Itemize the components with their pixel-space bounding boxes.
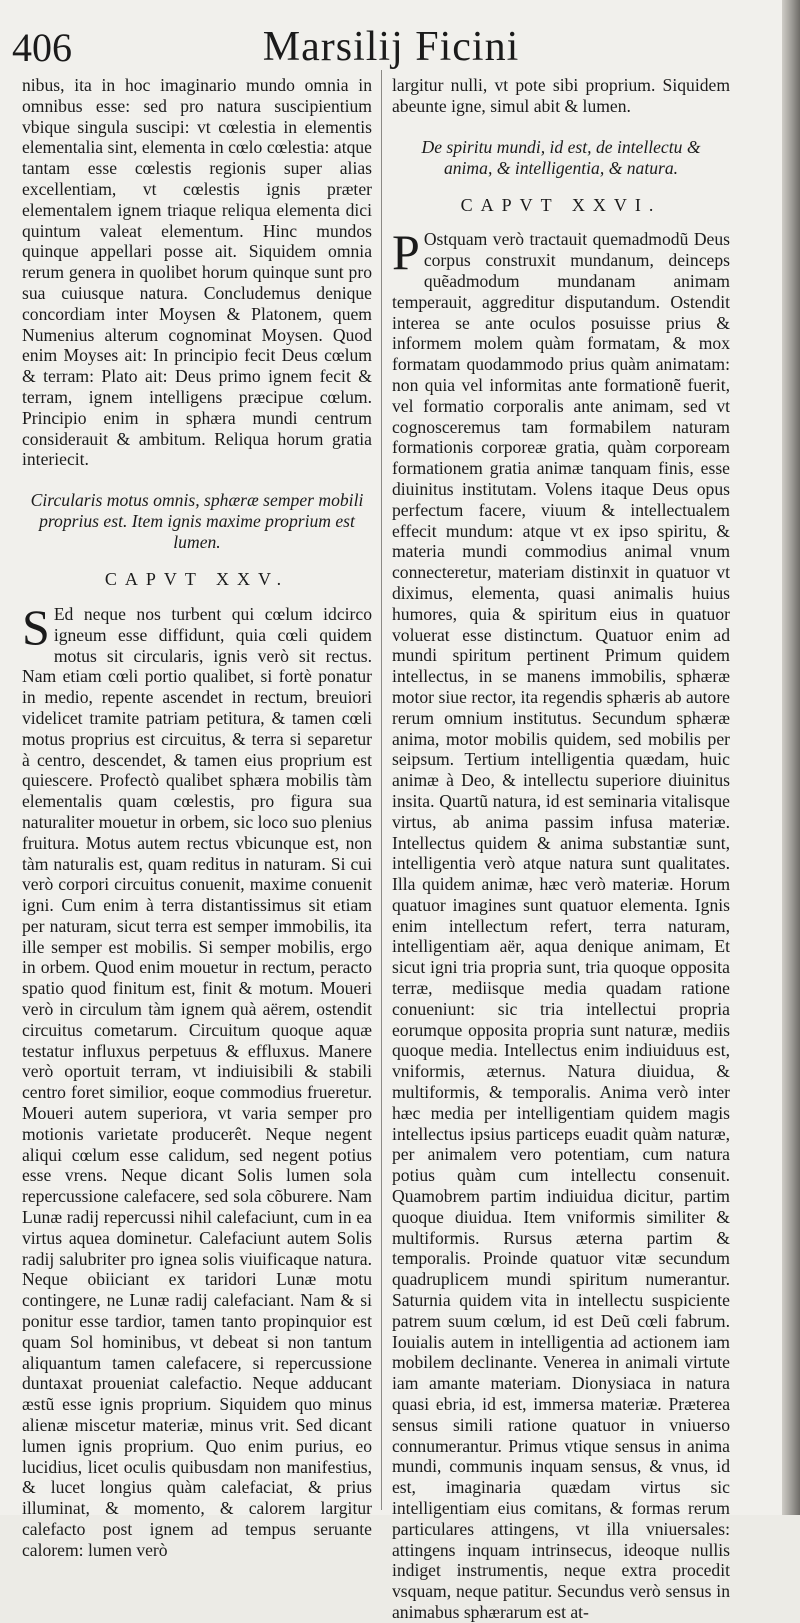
left-paragraph-1: nibus, ita in hoc imaginario mundo omnia in omnibus esse: sed pro natura suscipientium vbique singula suscipi: vt cœlestia in elementis elementalia sint, elementa in cœlo cœlestia: atque tantam esse cœlestis regionis super alias excellentiam, vt cœlestis ignis præter elementalem ignem triaque reliqua elementa dici quintum valeat elementum. Hinc mundos quinque appellari posse ait. Siquidem omnia rerum genera in quolibet horum quinque sunt pro sua cuiusque natura. Concludemus denique concordiam inter Moysen & Platonem, quem Numenius alterum cognominat Moysen. Quod enim Moyses ait: In principio fecit Deus cœlum & terram: Plato ait: Deus primo ignem fecit & terram, ignem intelligens præcipue cœlum. Principio enim in sphæra mundi centrum considerauit & ambitum. Reliqua horum gratia interiecit. <box>22 75 372 470</box>
chapter-25-text <box>22 598 372 1561</box>
chapter-26-summary: De spiritu mundi, id est, de intellectu & anima, & intelligentia, & natura. <box>421 136 701 178</box>
drop-cap-s: S <box>22 598 50 655</box>
right-paragraph-1: largitur nulli, vt pote sibi proprium. Siquidem abeunte igne, simul abit & lumen. <box>392 75 730 116</box>
chapter-25-heading: CAPVT XXV. <box>104 569 290 590</box>
chapter-26-heading: CAPVT XXVI. <box>460 194 662 215</box>
chapter-25-summary: Circularis motus omnis, sphæræ semper mobili proprius est. Item ignis maxime proprium est lumen. <box>30 490 364 553</box>
drop-cap-p: P <box>392 224 420 281</box>
running-head <box>0 22 782 72</box>
chapter-26-body: Ostquam verò tractauit quemadmodũ Deus corpus construxit mundanum, deinceps quẽadmodum mundanam animam temperauit, aggreditur disputandum. Ostendit interea se ante oculos posuisse prius & informem molem quàm formatam, & mox formatam quodammodo prius quàm animatam: non quia vel informitas ante formationẽ fuerit, vel formatio corporalis ante animam, sed vt cognosceremus tam formabilem naturam formationis corporeæ gratia, quàm corpoream formationem gratia animæ tanquam finis, esse diuinitus institutam. Volens itaque Deus opus perfectum facere, viuum & intellectualem effecit mundum: atque vt ex ipso spiritu, & materia mundi commodius animal vnum connecteretur, materiam distinxit in quatuor vt diximus, elementa, quasi animalis huius humores, quia & spiritum eius in quatuor voluerat esse distinctum. Quatuor enim ad mundi spiritum pertinent Primum quidem intellectus, in se manens immobilis, sphæræ motor siue rector, ita regendis sphæris ab autore rerum omnium institutus. Secundum sphæræ anima, motor mobilis quidem, sed mobilis per seipsum. Tertium intelligentia quædam, huic animæ à Deo, & intellectu superiore diuinitus insita. Quartũ natura, id est seminaria vitalisque virtus, ab anima passim infusa materiæ. Intellectus quidem & anima substantiæ sunt, intelligentia verò atque natura sunt qualitates. Illa quidem animæ, hæc verò materiæ. Horum quatuor imagines sunt quatuor elementa. Ignis enim intellectum refert, terra naturam, intelligentiam aër, aqua denique animam, Et sicut igni tria propria sunt, tria quoque opposita terræ, mediisque media quadam ratione conueniunt: sic tria intellectui propria eorumque opposita propria sunt naturæ, mediis quoque media. Intellectus enim indiuiduus est, vniformis, æternus. Natura diuidua, & multiformis, & temporalis. Anima verò inter hæc media per intelligentiam quidem magis intellectus ipsius particeps euadit quàm naturæ, per animalem vero potentiam, cum natura potius quàm cum intellectu consenuit. Quamobrem partim indiuidua dicitur, partim quoque diuidua. Item vniformis similiter & multiformis. Rursus æterna partim & temporalis. Proinde quatuor vitæ secundum quadruplicem mundi spiritum numerantur. Saturnia quidem vita in intellectu suspiciente patrem suum cœlum, id est Deũ cœli fabrum. Iouialis autem in intelligentia ad actionem iam mobilem declinante. Venerea in animali virtute iam amante materiam. Dionysiaca in natura quasi ebria, id est, immersa materiæ. Præterea sensus simili ratione quatuor in vniuerso connumerantur. Primus vtique sensus in anima mundi, communis inquam sensus, & vnus, id est, imaginaria quædam virtus sic intelligentiam eius comitans, & formas rerum particulares attingens, vt illa vniuersales: attingens inquam intrinsecus, ideoque nullis indiget instrumentis, neque extra procedit vsquam, neque patitur. Secundus verò sensus in animabus sphærarum est at- <box>392 229 730 1622</box>
left-column <box>22 75 372 1561</box>
page-edge-shadow <box>782 0 800 1515</box>
chapter-25-body: Ed neque nos turbent qui cœlum idcirco igneum esse diffidunt, quia cœli quidem motus sit circularis, ignis verò sit rectus. Nam etiam cœli portio qualibet, si fortè ponatur in medio, repente ascendet in rectum, breuiori videlicet tramite patriam petitura, & tamen cœli motus proprius est circuitus, & terra si separetur à centro, descendet, & tamen eius proprium est quiescere. Profectò qualibet sphæra mobilis tàm elementalis quam cœlestis, pro figura sua naturaliter mouetur in orbem, sic loco suo plenius fruitura. Motus autem rectus vbicunque est, non tàm naturalis est, quam reditus in naturam. Si cui verò corpori circuitus conuenit, maxime conuenit igni. Cum enim à terra distantissimus sit etiam per naturam, sicut terra est semper immobilis, ita ille semper est mobilis. Si semper mobilis, ergo in orbem. Quod enim mouetur in rectum, peracto spatio quod finitum est, finit & motum. Moueri verò in circulum tàm ignem quà aërem, ostendit circuitus cometarum. Circuitum quoque aquæ testatur influxus perpetuus & effluxus. Manere verò oportuit terram, vt indiuisibili & stabili centro foret similior, eoque commodius frueretur. Moueri autem superiora, vt varia semper pro motionis varietate producerêt. Neque negent aliqui cœlum esse calidum, sed negent potius esse vrens. Neque dicant Solis lumen sola repercussione calefacere, sed sola cõburere. Nam Lunæ radij repercussi nihil calefaciunt, cum in ea virtus aquea dominetur. Calefaciunt autem Solis radij salubriter pro ignea solis viuificaque natura. Neque obiiciant ex taridori Lunæ motu contingere, ne Lunæ radij calefaciant. Nam & si ponitur esse tardior, tamen tanto propinquior est quam Sol hominibus, vt debeat si non tantum aliquantum tamen calefacere, si repercussione duntaxat proueniat calefactio. Neque adducant æstũ esse ignis proprium. Siquidem quo minus alienæ miscetur materiæ, minus vrit. Sed dicant lumen ignis proprium. Quo enim purius, eo lucidius, licet oculis quibusdam non manifestius, & lucet longius quàm calefaciat, & prius illuminat, & momento, & calorem largitur calefacto post ignem ad tempus seruante calorem: lumen verò <box>22 603 372 1560</box>
right-column <box>392 75 730 1623</box>
page-title: Marsilij Ficini <box>262 24 520 70</box>
page-number: 406 <box>12 25 72 70</box>
chapter-26-text <box>392 224 730 1622</box>
column-gutter <box>381 70 382 1510</box>
